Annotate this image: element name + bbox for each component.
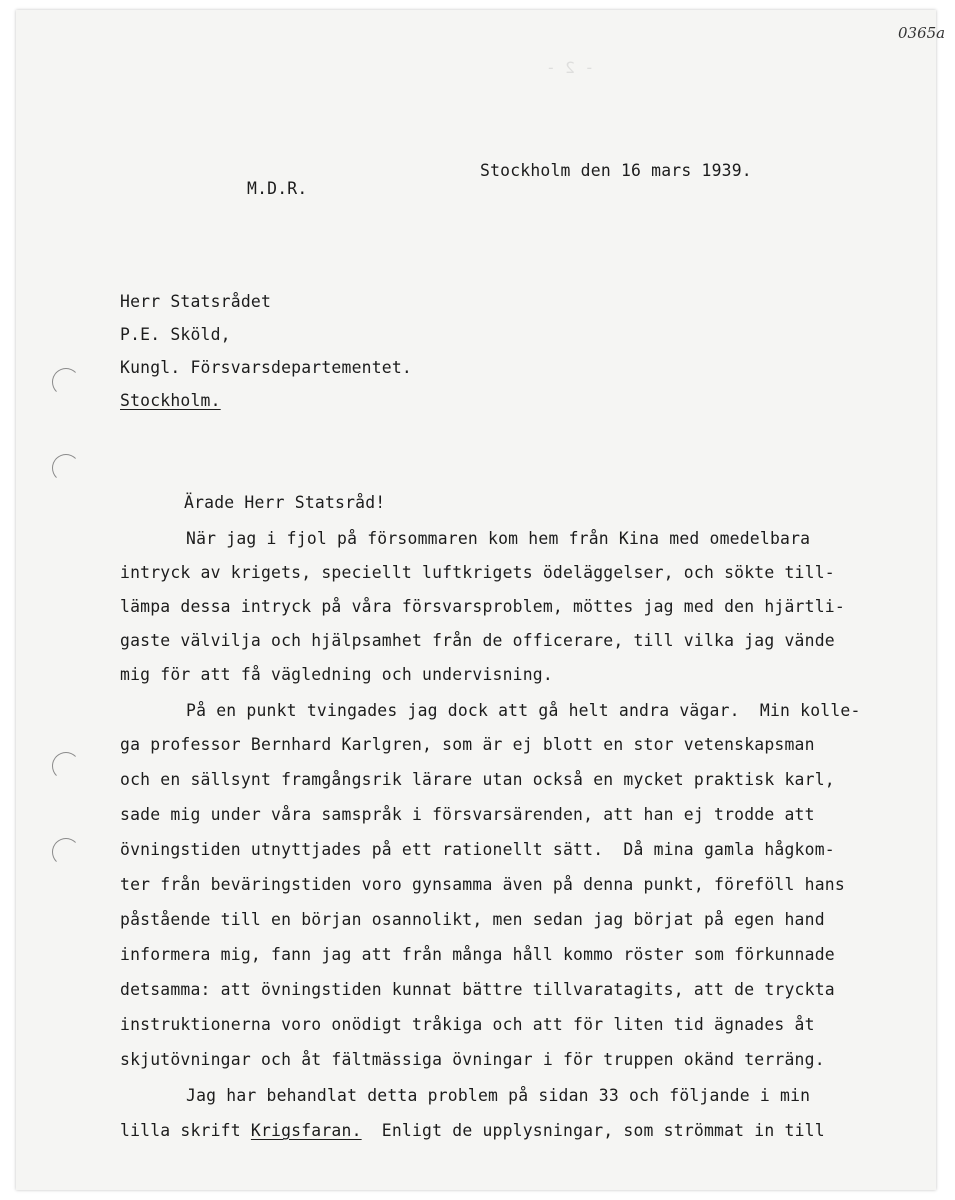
body-line: övningstiden utnyttjades på ett rationellt sätt. Då mina gamla hågkom-	[120, 840, 835, 859]
place-date: Stockholm den 16 mars 1939.	[480, 161, 752, 180]
address-line-4: Stockholm.	[120, 391, 221, 410]
body-line: När jag i fjol på försommaren kom hem från Kina med omedelbara	[186, 529, 811, 548]
punch-hole	[52, 752, 80, 780]
body-text: lilla skrift	[120, 1121, 251, 1140]
punch-hole	[52, 838, 80, 866]
body-line: gaste välvilja och hjälpsamhet från de officerare, till vilka jag vände	[120, 631, 835, 650]
body-line	[120, 1123, 825, 1139]
body-line: påstående till en början osannolikt, men sedan jag börjat på egen hand	[120, 910, 825, 929]
address-line-2: P.E. Sköld,	[120, 325, 231, 344]
punch-hole	[52, 368, 80, 396]
punch-hole	[52, 454, 80, 482]
body-line: sade mig under våra samspråk i försvarsärenden, att han ej trodde att	[120, 805, 815, 824]
body-line: informera mig, fann jag att från många håll kommo röster som förkunnade	[120, 945, 835, 964]
address-line-1: Herr Statsrådet	[120, 292, 272, 311]
body-line: lämpa dessa intryck på våra försvarsproblem, möttes jag med den hjärtli-	[120, 597, 845, 616]
body-line: ga professor Bernhard Karlgren, som är ej blott en stor vetenskapsman	[120, 735, 815, 754]
book-title: Krigsfaran.	[250, 1121, 362, 1140]
body-line: detsamma: att övningstiden kunnat bättre tillvaratagits, att de tryckta	[120, 980, 835, 999]
body-text: Enligt de upplysningar, som strömmat in till	[361, 1121, 825, 1140]
salutation: Ärade Herr Statsråd!	[184, 493, 386, 512]
letter-page	[16, 10, 946, 1190]
body-line: Jag har behandlat detta problem på sidan 33 och följande i min	[186, 1086, 811, 1105]
address-line-3: Kungl. Försvarsdepartementet.	[120, 358, 412, 377]
body-line: instruktionerna voro onödigt tråkiga och att för liten tid ägnades åt	[120, 1015, 815, 1034]
body-line: mig för att få vägledning och undervisning.	[120, 665, 553, 684]
body-line: På en punkt tvingades jag dock att gå helt andra vägar. Min kolle-	[186, 701, 861, 720]
body-line: och en sällsynt framgångsrik lärare utan också en mycket praktisk karl,	[120, 770, 835, 789]
body-line: ter från beväringstiden voro gynsamma även på denna punkt, föreföll hans	[120, 875, 845, 894]
show-through-text: - 2 -	[546, 58, 595, 77]
body-line: skjutövningar och åt fältmässiga övningar i för truppen okänd terräng.	[120, 1050, 825, 1069]
archive-number: 0365a	[898, 24, 946, 42]
body-line: intryck av krigets, speciellt luftkrigets ödeläggelser, och sökte till-	[120, 563, 835, 582]
marking: M.D.R.	[247, 179, 308, 198]
